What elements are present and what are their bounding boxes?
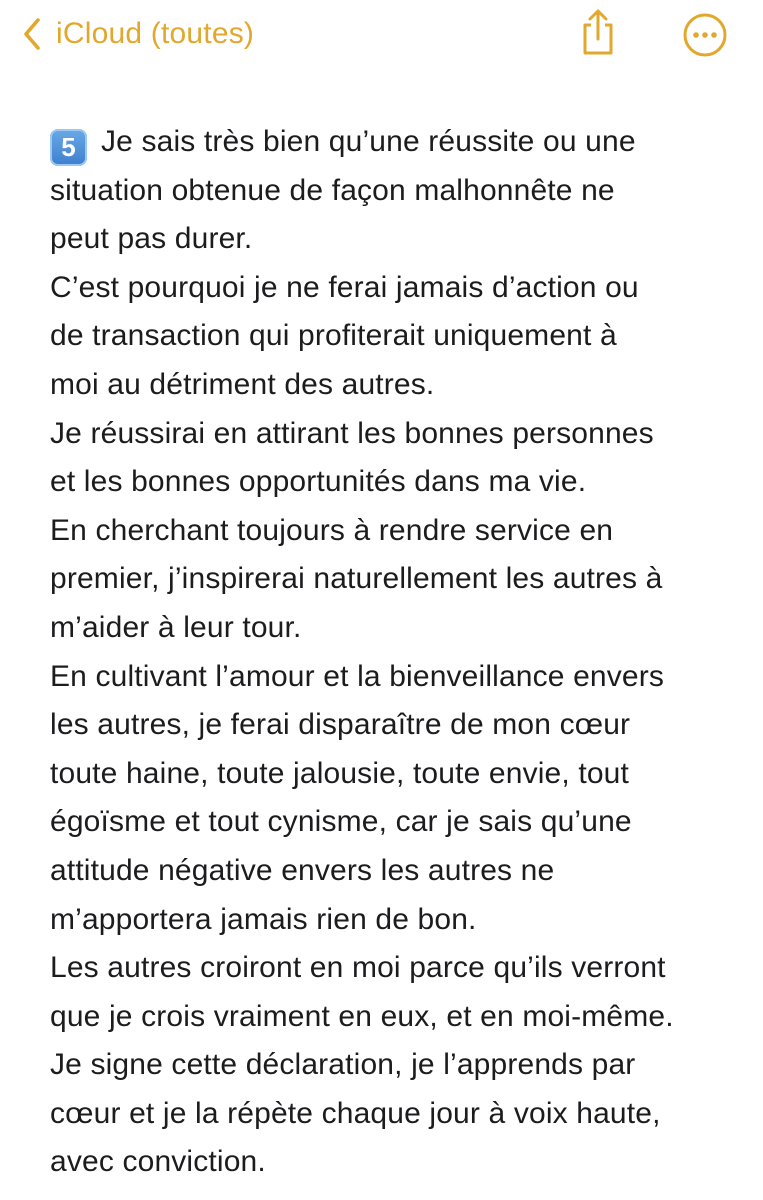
share-icon bbox=[578, 7, 618, 57]
note-line: premier, j’inspirerai naturellement les autres à bbox=[50, 562, 663, 596]
ellipsis-circle-icon bbox=[682, 12, 728, 58]
note-line: situation obtenue de façon malhonnête ne bbox=[50, 173, 615, 207]
note-line: m’aider à leur tour. bbox=[50, 610, 302, 644]
note-line: égoïsme et tout cynisme, car je sais qu’une bbox=[50, 805, 632, 839]
note-line: Je réussirai en attirant les bonnes personnes bbox=[50, 416, 654, 450]
note-line: En cherchant toujours à rendre service en bbox=[50, 513, 614, 547]
note-body[interactable] bbox=[50, 118, 740, 1187]
note-line: Les autres croiront en moi parce qu’ils verront bbox=[50, 951, 666, 985]
note-line: cœur et je la répète chaque jour à voix haute, bbox=[50, 1096, 661, 1130]
navigation-bar bbox=[0, 0, 763, 70]
note-line: et les bonnes opportunités dans ma vie. bbox=[50, 465, 587, 499]
back-button[interactable] bbox=[14, 12, 254, 56]
note-line: peut pas durer. bbox=[50, 222, 253, 256]
note-line: que je crois vraiment en eux, et en moi-même. bbox=[50, 999, 674, 1033]
more-button[interactable] bbox=[682, 12, 728, 58]
note-line: En cultivant l’amour et la bienveillance envers bbox=[50, 659, 665, 693]
note-line: C’est pourquoi je ne ferai jamais d’action ou bbox=[50, 270, 639, 304]
note-line bbox=[50, 118, 740, 167]
note-line: toute haine, toute jalousie, toute envie, tout bbox=[50, 756, 629, 790]
note-line: moi au détriment des autres. bbox=[50, 367, 435, 401]
note-line-text: Je sais très bien qu’une réussite ou une bbox=[101, 125, 636, 158]
keycap-five-emoji: 5 bbox=[50, 129, 87, 166]
note-line: Je signe cette déclaration, je l’apprends par bbox=[50, 1048, 636, 1082]
note-line: les autres, je ferai disparaître de mon cœur bbox=[50, 708, 631, 742]
note-line: de transaction qui profiterait uniquement à bbox=[50, 319, 617, 353]
note-line: avec conviction. bbox=[50, 1145, 266, 1179]
back-label: iCloud (toutes) bbox=[56, 17, 255, 50]
share-button[interactable] bbox=[576, 6, 620, 58]
note-line: m’apportera jamais rien de bon. bbox=[50, 902, 477, 936]
chevron-left-icon bbox=[14, 12, 50, 56]
note-line: attitude négative envers les autres ne bbox=[50, 853, 555, 887]
